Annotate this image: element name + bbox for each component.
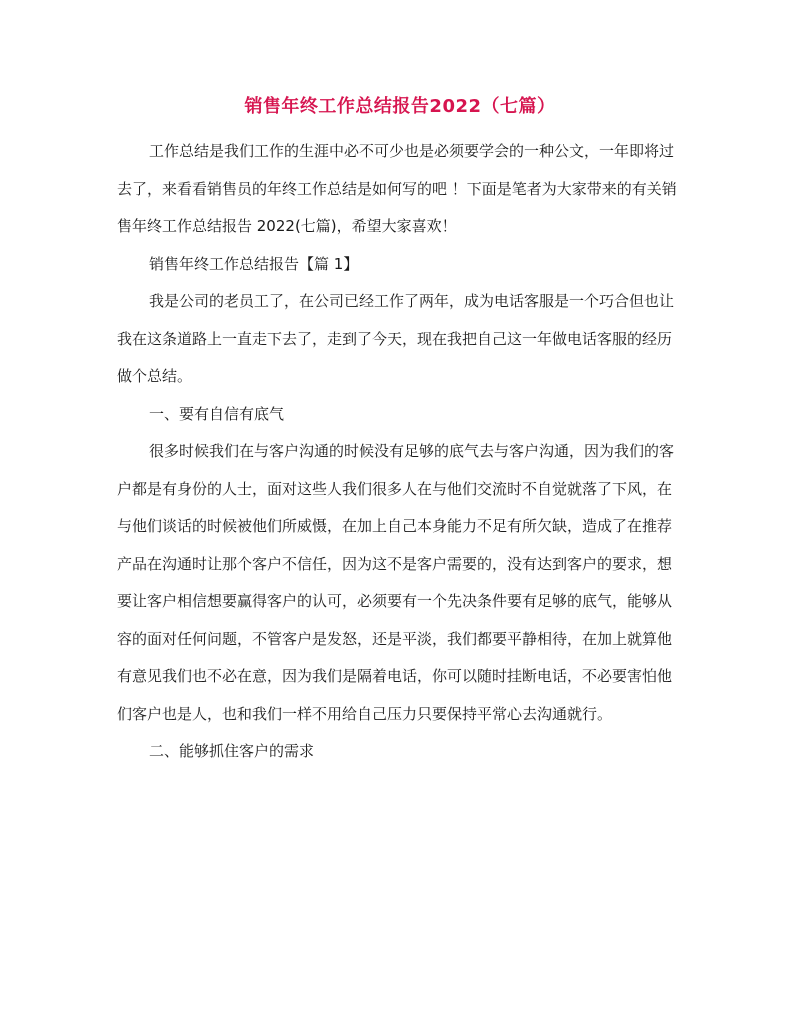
intro-paragraph: 工作总结是我们工作的生涯中必不可少也是必须要学会的一种公文，一年即将过去了，来看看销售员的年终工作总结是如何写的吧 ！下面是笔者为大家带来的有关销售年终工作总结报告 2022(七篇)，希望大家喜欢！	[117, 142, 677, 235]
paragraph-1: 我是公司的老员工了，在公司已经工作了两年，成为电话客服是一个巧合但也让我在这条道路上一直走下去了，走到了今天，现在我把自己这一年做电话客服的经历做个总结。	[117, 292, 675, 385]
paragraph-2: 很多时候我们在与客户沟通的时候没有足够的底气去与客户沟通，因为我们的客户都是有身份的人士，面对这些人我们很多人在与他们交流时不自觉就落了下风，在与他们谈话的时候被他们所威慑，在加上自己本身能力不足有所欠缺，造成了在推荐产品在沟通时让那个客户不信任，因为这不是客户需要的，没有达到客户的要求，想要让客户相信想要赢得客户的认可，必须要有一个先决条件要有足够的底气，能够从容的面对任何问题，不管客户是发怒，还是平淡，我们都要平静相待，在加上就算他有意见我们也不必在意，因为我们是隔着电话，你可以随时挂断电话，不必要害怕他们客户也是人，也和我们一样不用给自己压力只要保持平常心去沟通就行。	[117, 442, 675, 723]
document-title: 销售年终工作总结报告2022（七篇）	[244, 96, 556, 117]
heading-2: 二、能够抓住客户的需求	[149, 742, 315, 760]
heading-1: 一、要有自信有底气	[149, 404, 285, 423]
section-title: 销售年终工作总结报告【篇 1】	[149, 254, 359, 273]
document-body	[117, 133, 677, 771]
